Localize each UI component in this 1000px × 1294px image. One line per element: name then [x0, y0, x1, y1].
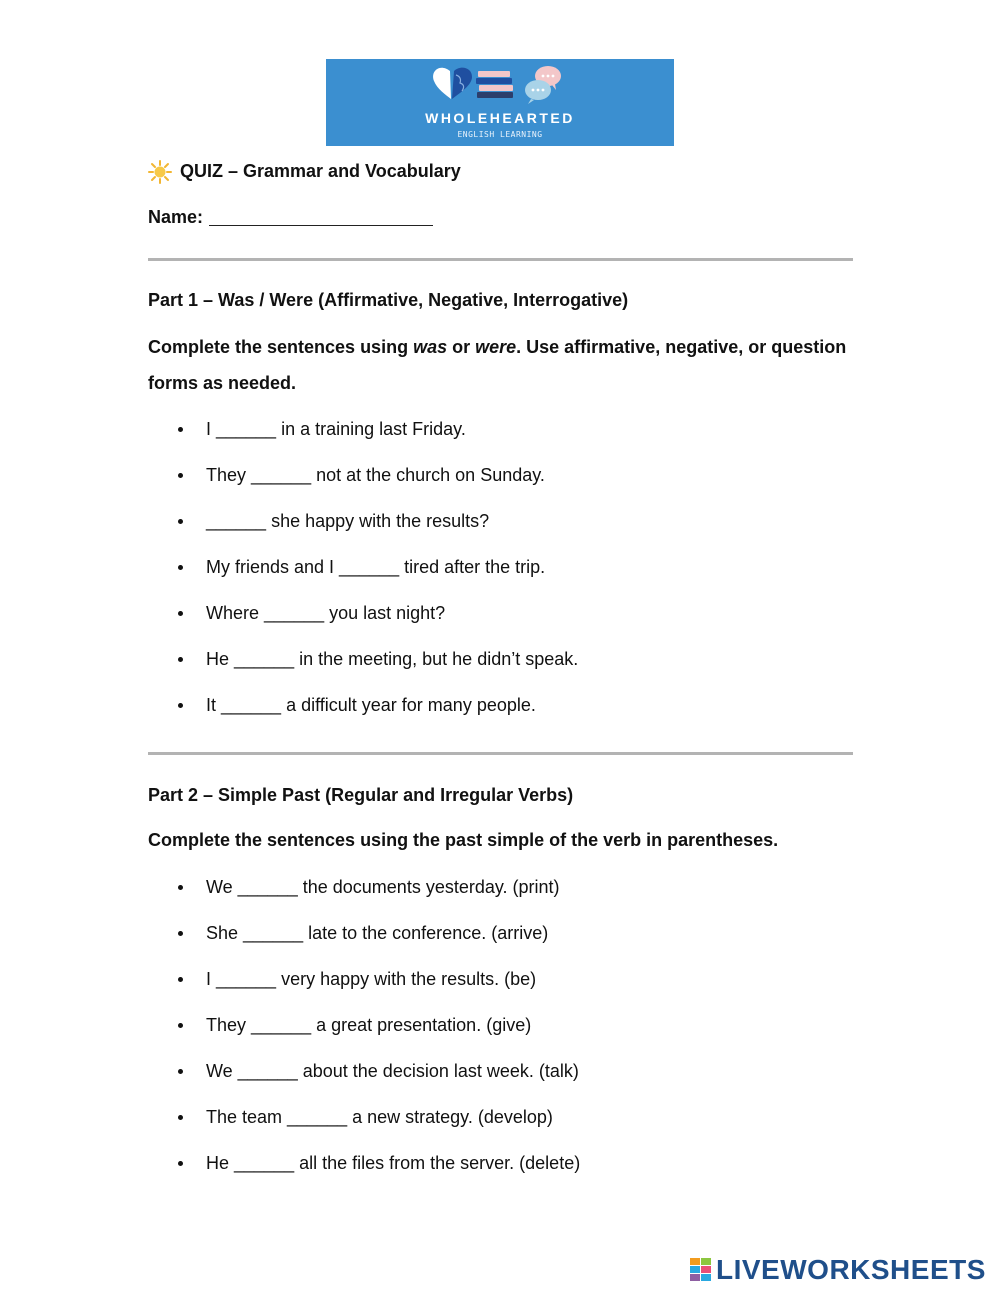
- quiz-title: QUIZ – Grammar and Vocabulary: [180, 161, 461, 181]
- sun-icon: [148, 160, 172, 184]
- part1-heading: Part 1 – Was / Were (Affirmative, Negative, Interrogative): [148, 290, 629, 310]
- part1-instruction: Complete the sentences using was or were. Use affirmative, negative, or question forms as needed.: [148, 337, 847, 393]
- liveworksheets-text: LIVEWORKSHEETS: [716, 1254, 986, 1285]
- section-divider: [148, 752, 853, 755]
- brand-subtitle: ENGLISH LEARNING: [457, 130, 543, 139]
- section-divider: [148, 258, 853, 261]
- name-blank-line[interactable]: [209, 209, 433, 226]
- brand-name: WHOLEHEARTED: [425, 110, 575, 126]
- part2-instruction: Complete the sentences using the past simple of the verb in parentheses.: [148, 830, 779, 850]
- name-field-row: [148, 207, 433, 228]
- name-label: Name:: [148, 207, 204, 227]
- part2-heading: Part 2 – Simple Past (Regular and Irregular Verbs): [148, 785, 574, 805]
- liveworksheets-blocks-icon: [690, 1258, 712, 1282]
- brand-banner: [326, 59, 674, 146]
